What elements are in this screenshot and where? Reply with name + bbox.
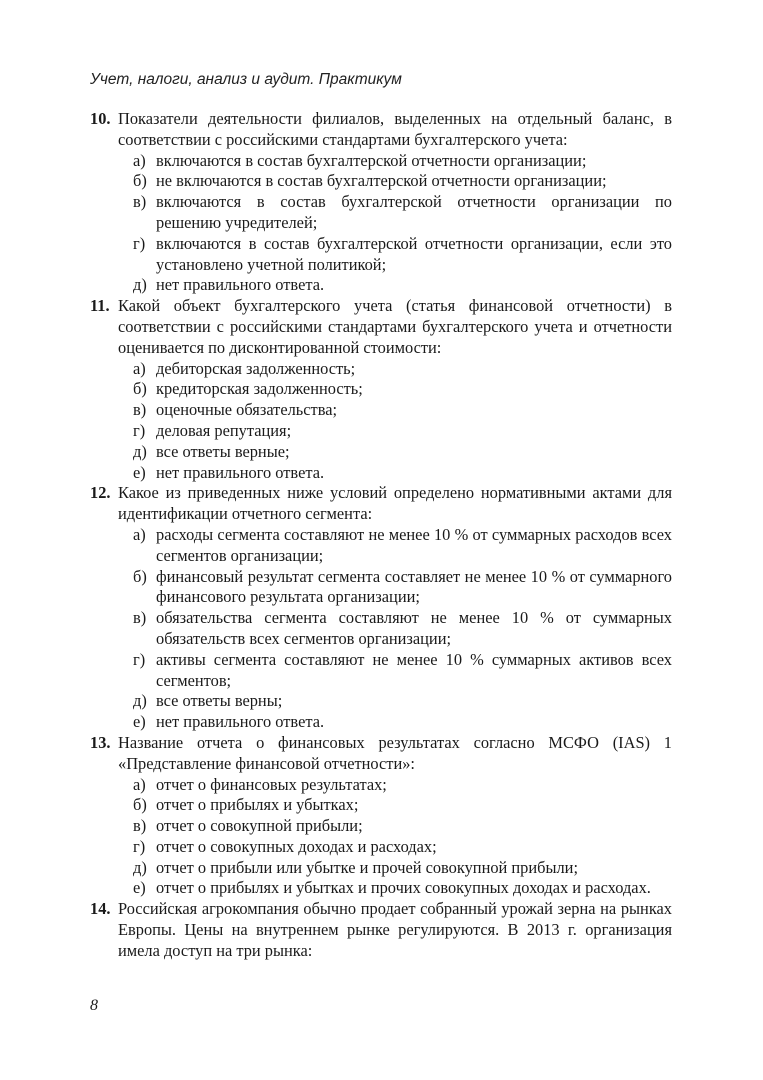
question-number: 11. bbox=[90, 296, 110, 316]
option-text: не включаются в состав бухгалтерской отчетности организации; bbox=[156, 171, 607, 191]
option-label: д) bbox=[133, 691, 147, 711]
option-text: кредиторская задолженность; bbox=[156, 379, 363, 399]
question-text: Какое из приведенных ниже условий определено нормативными актами для идентификации отчетного сегмента: bbox=[118, 483, 672, 524]
answer-options bbox=[118, 151, 672, 297]
answer-option bbox=[118, 442, 672, 463]
answer-option bbox=[118, 712, 672, 733]
answer-option bbox=[118, 400, 672, 421]
option-label: д) bbox=[133, 857, 147, 877]
option-label: в) bbox=[133, 608, 147, 628]
answer-option bbox=[118, 525, 672, 567]
option-text: все ответы верны; bbox=[156, 691, 283, 711]
question-text: Показатели деятельности филиалов, выделенных на отдельный баланс, в соответствии с российскими стандартами бухгалтерского учета: bbox=[118, 109, 672, 149]
question-text: Название отчета о финансовых результатах согласно МСФО (IAS) 1 «Представление финансовой отчетности»: bbox=[118, 732, 672, 773]
running-header: Учет, налоги, анализ и аудит. Практикум bbox=[90, 71, 402, 88]
answer-option bbox=[118, 275, 672, 296]
option-label: е) bbox=[133, 878, 146, 898]
answer-options bbox=[118, 525, 672, 733]
answer-option bbox=[118, 171, 672, 192]
option-text: все ответы верные; bbox=[156, 441, 290, 461]
option-text: отчет о прибылях и убытках; bbox=[156, 795, 359, 815]
question-10 bbox=[90, 109, 672, 296]
question-12 bbox=[90, 483, 672, 733]
option-label: е) bbox=[133, 712, 146, 732]
question-text: Российская агрокомпания обычно продает собранный урожай зерна на рынках Европы. Цены на внутреннем рынке регулируются. В 2013 г. организация имела доступ на три рынка: bbox=[118, 899, 672, 960]
question-number: 13. bbox=[90, 732, 111, 752]
answer-option bbox=[118, 878, 672, 899]
option-text: включаются в состав бухгалтерской отчетности организации, если это установлено учетной политикой; bbox=[156, 233, 672, 274]
option-label: а) bbox=[133, 150, 146, 170]
option-label: б) bbox=[133, 566, 147, 586]
question-number: 14. bbox=[90, 899, 111, 919]
question-11 bbox=[90, 296, 672, 483]
answer-option bbox=[118, 151, 672, 172]
option-label: б) bbox=[133, 379, 147, 399]
option-text: оценочные обязательства; bbox=[156, 400, 338, 420]
answer-option bbox=[118, 795, 672, 816]
option-text: финансовый результат сегмента составляет не менее 10 % от суммарного финансового результата организации; bbox=[156, 566, 672, 607]
answer-option bbox=[118, 421, 672, 442]
option-text: отчет о финансовых результатах; bbox=[156, 774, 387, 794]
option-text: отчет о прибыли или убытке и прочей совокупной прибыли; bbox=[156, 857, 579, 877]
option-label: г) bbox=[133, 420, 146, 440]
option-text: нет правильного ответа. bbox=[156, 275, 325, 295]
option-label: г) bbox=[133, 233, 146, 253]
option-text: деловая репутация; bbox=[156, 420, 292, 440]
option-text: отчет о прибылях и убытках и прочих совокупных доходах и расходах. bbox=[156, 878, 651, 898]
option-label: д) bbox=[133, 275, 147, 295]
answer-option bbox=[118, 359, 672, 380]
answer-option bbox=[118, 837, 672, 858]
option-label: б) bbox=[133, 795, 147, 815]
answer-options bbox=[118, 775, 672, 900]
option-label: г) bbox=[133, 649, 146, 669]
option-text: расходы сегмента составляют не менее 10 % от суммарных расходов всех сегментов организации; bbox=[156, 524, 672, 565]
option-label: д) bbox=[133, 441, 147, 461]
option-label: е) bbox=[133, 462, 146, 482]
option-label: г) bbox=[133, 836, 146, 856]
option-text: нет правильного ответа. bbox=[156, 462, 325, 482]
question-14 bbox=[90, 899, 672, 961]
answer-options bbox=[118, 359, 672, 484]
answer-option bbox=[118, 858, 672, 879]
answer-option bbox=[118, 608, 672, 650]
option-label: а) bbox=[133, 774, 146, 794]
answer-option bbox=[118, 816, 672, 837]
question-text: Какой объект бухгалтерского учета (статья финансовой отчетности) в соответствии с российскими стандартами бухгалтерского учета и отчетности оценивается по дисконтированной стоимости: bbox=[118, 296, 672, 357]
answer-option bbox=[118, 192, 672, 234]
option-text: включаются в состав бухгалтерской отчетности организации; bbox=[156, 150, 587, 170]
option-label: а) bbox=[133, 358, 146, 378]
questions-list bbox=[90, 109, 672, 962]
page-number: 8 bbox=[90, 997, 98, 1014]
option-label: б) bbox=[133, 171, 147, 191]
question-number: 12. bbox=[90, 483, 111, 503]
option-label: в) bbox=[133, 400, 147, 420]
answer-option bbox=[118, 463, 672, 484]
question-13 bbox=[90, 733, 672, 899]
option-text: активы сегмента составляют не менее 10 % суммарных активов всех сегментов; bbox=[156, 649, 672, 690]
answer-option bbox=[118, 775, 672, 796]
option-label: а) bbox=[133, 524, 146, 544]
option-text: отчет о совокупных доходах и расходах; bbox=[156, 836, 437, 856]
option-text: включаются в состав бухгалтерской отчетности организации по решению учредителей; bbox=[156, 192, 672, 232]
option-label: в) bbox=[133, 816, 147, 836]
option-text: обязательства сегмента составляют не менее 10 % от суммарных обязательств всех сегментов организации; bbox=[156, 608, 672, 648]
question-number: 10. bbox=[90, 109, 111, 128]
answer-option bbox=[118, 567, 672, 609]
option-text: отчет о совокупной прибыли; bbox=[156, 816, 363, 836]
answer-option bbox=[118, 379, 672, 400]
answer-option bbox=[118, 650, 672, 692]
answer-option bbox=[118, 234, 672, 276]
answer-option bbox=[118, 691, 672, 712]
option-text: нет правильного ответа. bbox=[156, 712, 325, 732]
option-label: в) bbox=[133, 192, 147, 212]
option-text: дебиторская задолженность; bbox=[156, 358, 356, 378]
